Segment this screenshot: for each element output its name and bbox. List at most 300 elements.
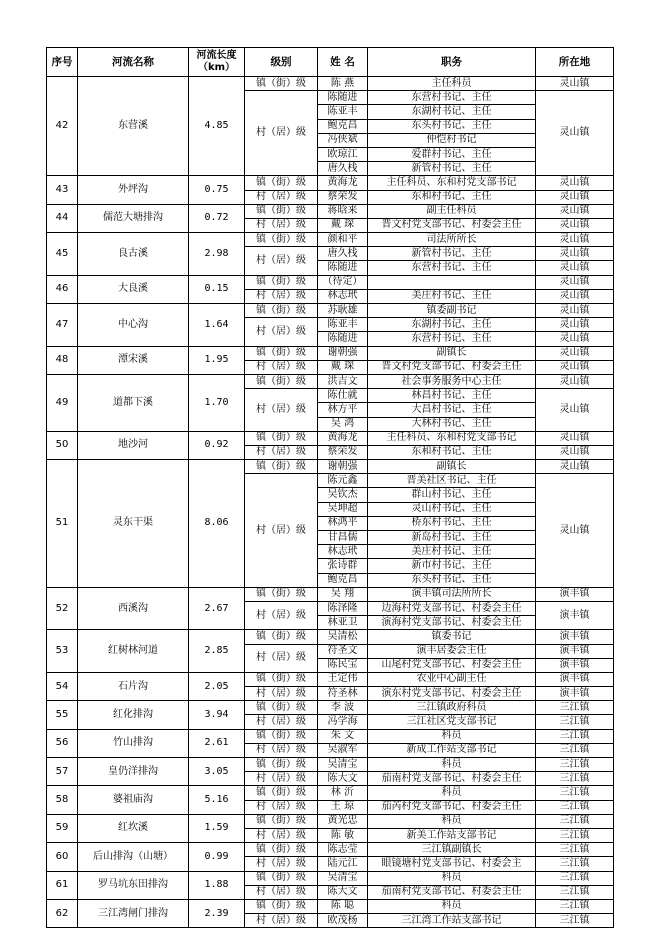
duty-cell: 东营村书记、主任 bbox=[368, 332, 536, 346]
duty-cell: 东湖村书记、主任 bbox=[368, 105, 536, 119]
duty-cell: 爱群村书记、主任 bbox=[368, 147, 536, 161]
person-name: 陈随进 bbox=[318, 332, 368, 346]
table-row bbox=[47, 786, 614, 800]
person-name: 洪吉文 bbox=[318, 374, 368, 388]
level-cell: 镇（街）级 bbox=[245, 843, 318, 857]
river-name: 皇仍洋排沟 bbox=[78, 758, 189, 786]
table-row bbox=[47, 672, 614, 686]
level-cell: 镇（街）级 bbox=[245, 275, 318, 289]
river-name: 竹山排沟 bbox=[78, 729, 189, 757]
duty-cell: 社会事务服务中心主任 bbox=[368, 374, 536, 388]
location-cell: 灵山镇 bbox=[536, 233, 614, 247]
duty-cell: 眼镜塘村党支部书记、村委会主 bbox=[368, 857, 536, 871]
duty-cell: 副主任科员 bbox=[368, 204, 536, 218]
river-length: 2.98 bbox=[189, 233, 245, 276]
person-name: 陈仕就 bbox=[318, 389, 368, 403]
river-length: 0.92 bbox=[189, 431, 245, 459]
level-cell: 村（居）级 bbox=[245, 885, 318, 899]
duty-cell: 科员 bbox=[368, 871, 536, 885]
level-cell: 镇（街）级 bbox=[245, 814, 318, 828]
river-length: 2.85 bbox=[189, 630, 245, 673]
person-name: 王定伟 bbox=[318, 672, 368, 686]
river-name: 罗马坑东田排沟 bbox=[78, 871, 189, 899]
duty-cell: 美庄村书记、主任 bbox=[368, 545, 536, 559]
location-cell: 灵山镇 bbox=[536, 176, 614, 190]
person-name: 谢朝强 bbox=[318, 460, 368, 474]
river-length: 2.39 bbox=[189, 899, 245, 927]
level-cell: 镇（街）级 bbox=[245, 871, 318, 885]
river-name: 石片沟 bbox=[78, 672, 189, 700]
person-name: 吴钦杰 bbox=[318, 488, 368, 502]
person-name: 陈泽隆 bbox=[318, 601, 368, 615]
person-name: 蔡荣发 bbox=[318, 445, 368, 459]
river-length: 2.61 bbox=[189, 729, 245, 757]
person-name: （待定） bbox=[318, 275, 368, 289]
level-cell: 村（居）级 bbox=[245, 289, 318, 303]
location-cell: 灵山镇 bbox=[536, 318, 614, 332]
river-length: 2.67 bbox=[189, 587, 245, 630]
river-index: 55 bbox=[47, 701, 78, 729]
person-name: 冯学海 bbox=[318, 715, 368, 729]
location-cell: 演丰镇 bbox=[536, 644, 614, 658]
location-cell: 三江镇 bbox=[536, 828, 614, 842]
duty-cell: 演丰镇司法所所长 bbox=[368, 587, 536, 601]
duty-cell: 主任科员、东和村党支部书记 bbox=[368, 431, 536, 445]
table-row bbox=[47, 758, 614, 772]
river-index: 53 bbox=[47, 630, 78, 673]
location-cell: 演丰镇 bbox=[536, 601, 614, 629]
duty-cell: 镇委书记 bbox=[368, 630, 536, 644]
location-cell: 三江镇 bbox=[536, 914, 614, 928]
duty-cell: 东和村书记、主任 bbox=[368, 445, 536, 459]
person-name: 陈民宝 bbox=[318, 658, 368, 672]
location-cell: 演丰镇 bbox=[536, 687, 614, 701]
person-name: 陈大文 bbox=[318, 772, 368, 786]
duty-cell: 新岛村书记、主任 bbox=[368, 531, 536, 545]
duty-cell: 大昌村书记、主任 bbox=[368, 403, 536, 417]
header-river-length: 河流长度 （km） bbox=[189, 48, 245, 77]
level-cell: 村（居）级 bbox=[245, 445, 318, 459]
location-cell: 灵山镇 bbox=[536, 460, 614, 474]
person-name: 符圣林 bbox=[318, 687, 368, 701]
river-length: 3.05 bbox=[189, 758, 245, 786]
level-cell: 村（居）级 bbox=[245, 715, 318, 729]
river-name: 良古溪 bbox=[78, 233, 189, 276]
location-cell: 三江镇 bbox=[536, 885, 614, 899]
level-cell: 村（居）级 bbox=[245, 247, 318, 275]
location-cell: 灵山镇 bbox=[536, 389, 614, 432]
duty-cell: 晋文村党支部书记、村委会主任 bbox=[368, 218, 536, 232]
duty-cell: 演丰居委会主任 bbox=[368, 644, 536, 658]
duty-cell: 新市村书记、主任 bbox=[368, 559, 536, 573]
duty-cell: 科员 bbox=[368, 729, 536, 743]
person-name: 林鸿平 bbox=[318, 516, 368, 530]
header-index: 序号 bbox=[47, 48, 78, 77]
river-index: 59 bbox=[47, 814, 78, 842]
person-name: 陈元鑫 bbox=[318, 474, 368, 488]
level-cell: 镇（街）级 bbox=[245, 630, 318, 644]
level-cell: 镇（街）级 bbox=[245, 77, 318, 91]
location-cell: 灵山镇 bbox=[536, 346, 614, 360]
river-name: 外坪沟 bbox=[78, 176, 189, 204]
river-index: 52 bbox=[47, 587, 78, 630]
river-length: 1.88 bbox=[189, 871, 245, 899]
person-name: 陈随进 bbox=[318, 261, 368, 275]
location-cell: 灵山镇 bbox=[536, 218, 614, 232]
table-row bbox=[47, 871, 614, 885]
person-name: 符圣文 bbox=[318, 644, 368, 658]
table-row bbox=[47, 204, 614, 218]
river-index: 61 bbox=[47, 871, 78, 899]
duty-cell: 晋文村党支部书记、村委会主任 bbox=[368, 360, 536, 374]
person-name: 陈随进 bbox=[318, 91, 368, 105]
header-duty: 职务 bbox=[368, 48, 536, 77]
person-name: 甘昌儒 bbox=[318, 531, 368, 545]
location-cell: 灵山镇 bbox=[536, 275, 614, 289]
person-name: 欧茂杨 bbox=[318, 914, 368, 928]
location-cell: 三江镇 bbox=[536, 857, 614, 871]
duty-cell: 美庄村书记、主任 bbox=[368, 289, 536, 303]
table-row bbox=[47, 176, 614, 190]
level-cell: 镇（街）级 bbox=[245, 176, 318, 190]
header-river-name: 河流名称 bbox=[78, 48, 189, 77]
person-name: 吴坤超 bbox=[318, 502, 368, 516]
river-name: 后山排沟（山塘） bbox=[78, 843, 189, 871]
person-name: 蔡荣发 bbox=[318, 190, 368, 204]
location-cell: 灵山镇 bbox=[536, 360, 614, 374]
location-cell: 三江镇 bbox=[536, 729, 614, 743]
duty-cell: 茄南村党支部书记、村委会主任 bbox=[368, 772, 536, 786]
header-level: 级别 bbox=[245, 48, 318, 77]
level-cell: 村（居）级 bbox=[245, 91, 318, 176]
level-cell: 镇（街）级 bbox=[245, 758, 318, 772]
level-cell: 村（居）级 bbox=[245, 218, 318, 232]
level-cell: 镇（街）级 bbox=[245, 729, 318, 743]
header-person-name: 姓 名 bbox=[318, 48, 368, 77]
duty-cell: 三江镇政府科员 bbox=[368, 701, 536, 715]
duty-cell: 群山村书记、主任 bbox=[368, 488, 536, 502]
person-name: 林志玳 bbox=[318, 545, 368, 559]
river-name: 红树林河道 bbox=[78, 630, 189, 673]
location-cell: 灵山镇 bbox=[536, 289, 614, 303]
location-cell: 灵山镇 bbox=[536, 374, 614, 388]
level-cell: 村（居）级 bbox=[245, 772, 318, 786]
duty-cell: 科员 bbox=[368, 786, 536, 800]
person-name: 欧琼江 bbox=[318, 147, 368, 161]
location-cell: 三江镇 bbox=[536, 786, 614, 800]
duty-cell: 东头村书记、主任 bbox=[368, 573, 536, 587]
table-row bbox=[47, 304, 614, 318]
location-cell: 灵山镇 bbox=[536, 77, 614, 91]
location-cell: 灵山镇 bbox=[536, 247, 614, 261]
person-name: 林志玳 bbox=[318, 289, 368, 303]
person-name: 鲍克昌 bbox=[318, 119, 368, 133]
location-cell: 三江镇 bbox=[536, 715, 614, 729]
level-cell: 村（居）级 bbox=[245, 687, 318, 701]
level-cell: 镇（街）级 bbox=[245, 204, 318, 218]
table-row bbox=[47, 899, 614, 913]
location-cell: 三江镇 bbox=[536, 814, 614, 828]
table-body bbox=[47, 77, 614, 928]
duty-cell: 桥东村书记、主任 bbox=[368, 516, 536, 530]
river-index: 51 bbox=[47, 460, 78, 588]
river-name: 婆祖庙沟 bbox=[78, 786, 189, 814]
level-cell: 村（居）级 bbox=[245, 318, 318, 346]
duty-cell: 科员 bbox=[368, 814, 536, 828]
person-name: 陈大文 bbox=[318, 885, 368, 899]
location-cell: 三江镇 bbox=[536, 743, 614, 757]
level-cell: 村（居）级 bbox=[245, 360, 318, 374]
level-cell: 镇（街）级 bbox=[245, 701, 318, 715]
location-cell: 三江镇 bbox=[536, 758, 614, 772]
river-name: 灵东干渠 bbox=[78, 460, 189, 588]
duty-cell bbox=[368, 275, 536, 289]
duty-cell: 主任科员、东和村党支部书记 bbox=[368, 176, 536, 190]
level-cell: 镇（街）级 bbox=[245, 786, 318, 800]
duty-cell: 农业中心副主任 bbox=[368, 672, 536, 686]
location-cell: 灵山镇 bbox=[536, 91, 614, 176]
person-name: 吴 翔 bbox=[318, 587, 368, 601]
river-index: 60 bbox=[47, 843, 78, 871]
header-location: 所在地 bbox=[536, 48, 614, 77]
person-name: 谢朝强 bbox=[318, 346, 368, 360]
duty-cell: 山尾村党支部书记、村委会主任 bbox=[368, 658, 536, 672]
level-cell: 镇（街）级 bbox=[245, 233, 318, 247]
duty-cell: 演东村党支部书记、村委会主任 bbox=[368, 687, 536, 701]
duty-cell: 主任科员 bbox=[368, 77, 536, 91]
river-name: 大良溪 bbox=[78, 275, 189, 303]
person-name: 吴 鸿 bbox=[318, 417, 368, 431]
river-index: 62 bbox=[47, 899, 78, 927]
person-name: 吴淑军 bbox=[318, 743, 368, 757]
river-index: 58 bbox=[47, 786, 78, 814]
duty-cell: 东湖村书记、主任 bbox=[368, 318, 536, 332]
person-name: 陈 聪 bbox=[318, 899, 368, 913]
duty-cell: 司法所所长 bbox=[368, 233, 536, 247]
person-name: 王 琼 bbox=[318, 800, 368, 814]
duty-cell: 晋美社区书记、主任 bbox=[368, 474, 536, 488]
river-name: 地沙河 bbox=[78, 431, 189, 459]
level-cell: 镇（街）级 bbox=[245, 346, 318, 360]
person-name: 黄海龙 bbox=[318, 431, 368, 445]
location-cell: 灵山镇 bbox=[536, 431, 614, 445]
level-cell: 村（居）级 bbox=[245, 857, 318, 871]
person-name: 吴清松 bbox=[318, 630, 368, 644]
location-cell: 演丰镇 bbox=[536, 630, 614, 644]
table-row bbox=[47, 275, 614, 289]
person-name: 朱 文 bbox=[318, 729, 368, 743]
level-cell: 镇（街）级 bbox=[245, 899, 318, 913]
duty-cell: 新管村书记、主任 bbox=[368, 162, 536, 176]
river-chief-table bbox=[46, 47, 614, 928]
level-cell: 村（居）级 bbox=[245, 190, 318, 204]
duty-cell: 灵山村书记、主任 bbox=[368, 502, 536, 516]
person-name: 苏耿雄 bbox=[318, 304, 368, 318]
river-index: 50 bbox=[47, 431, 78, 459]
duty-cell: 科员 bbox=[368, 899, 536, 913]
person-name: 黄光忠 bbox=[318, 814, 368, 828]
river-name: 三江湾闸门排沟 bbox=[78, 899, 189, 927]
table-row bbox=[47, 374, 614, 388]
river-length: 5.16 bbox=[189, 786, 245, 814]
person-name: 陆元江 bbox=[318, 857, 368, 871]
level-cell: 村（居）级 bbox=[245, 914, 318, 928]
location-cell: 演丰镇 bbox=[536, 587, 614, 601]
location-cell: 灵山镇 bbox=[536, 204, 614, 218]
level-cell: 村（居）级 bbox=[245, 601, 318, 629]
river-index: 48 bbox=[47, 346, 78, 374]
level-cell: 镇（街）级 bbox=[245, 460, 318, 474]
table-row bbox=[47, 843, 614, 857]
person-name: 陈志莹 bbox=[318, 843, 368, 857]
duty-cell: 东营村书记、主任 bbox=[368, 261, 536, 275]
header-row bbox=[47, 48, 614, 77]
level-cell: 镇（街）级 bbox=[245, 374, 318, 388]
table-row bbox=[47, 431, 614, 445]
table-row bbox=[47, 460, 614, 474]
person-name: 陈亚丰 bbox=[318, 105, 368, 119]
level-cell: 村（居）级 bbox=[245, 474, 318, 588]
duty-cell: 科员 bbox=[368, 758, 536, 772]
person-name: 黄海龙 bbox=[318, 176, 368, 190]
person-name: 李 波 bbox=[318, 701, 368, 715]
river-length: 1.59 bbox=[189, 814, 245, 842]
duty-cell: 三江镇副镇长 bbox=[368, 843, 536, 857]
duty-cell: 副镇长 bbox=[368, 460, 536, 474]
level-cell: 村（居）级 bbox=[245, 743, 318, 757]
river-length: 1.64 bbox=[189, 304, 245, 347]
duty-cell: 茄南村党支部书记、村委会主任 bbox=[368, 885, 536, 899]
level-cell: 镇（街）级 bbox=[245, 672, 318, 686]
duty-cell: 大林村书记、主任 bbox=[368, 417, 536, 431]
person-name: 蒋晗来 bbox=[318, 204, 368, 218]
river-length: 1.70 bbox=[189, 374, 245, 431]
location-cell: 灵山镇 bbox=[536, 261, 614, 275]
river-index: 49 bbox=[47, 374, 78, 431]
table-row bbox=[47, 346, 614, 360]
location-cell: 演丰镇 bbox=[536, 672, 614, 686]
level-cell: 村（居）级 bbox=[245, 800, 318, 814]
river-index: 44 bbox=[47, 204, 78, 232]
table-row bbox=[47, 701, 614, 715]
table-row bbox=[47, 630, 614, 644]
person-name: 唐久栈 bbox=[318, 247, 368, 261]
person-name: 鲍克昌 bbox=[318, 573, 368, 587]
river-length: 2.05 bbox=[189, 672, 245, 700]
person-name: 林方平 bbox=[318, 403, 368, 417]
river-length: 0.75 bbox=[189, 176, 245, 204]
river-index: 47 bbox=[47, 304, 78, 347]
duty-cell: 三江湾工作站支部书记 bbox=[368, 914, 536, 928]
river-index: 57 bbox=[47, 758, 78, 786]
table-row bbox=[47, 587, 614, 601]
level-cell: 村（居）级 bbox=[245, 389, 318, 432]
person-name: 陈 敏 bbox=[318, 828, 368, 842]
river-index: 42 bbox=[47, 77, 78, 176]
river-index: 54 bbox=[47, 672, 78, 700]
location-cell: 三江镇 bbox=[536, 843, 614, 857]
person-name: 戴 琛 bbox=[318, 360, 368, 374]
duty-cell: 边海村党支部书记、村委会主任 bbox=[368, 601, 536, 615]
location-cell: 三江镇 bbox=[536, 800, 614, 814]
level-cell: 镇（街）级 bbox=[245, 587, 318, 601]
river-length: 0.15 bbox=[189, 275, 245, 303]
person-name: 吴清宝 bbox=[318, 758, 368, 772]
duty-cell: 新管村书记、主任 bbox=[368, 247, 536, 261]
table-row bbox=[47, 77, 614, 91]
river-name: 东营溪 bbox=[78, 77, 189, 176]
table-row bbox=[47, 729, 614, 743]
river-name: 儒范大塘排沟 bbox=[78, 204, 189, 232]
duty-cell: 茄芮村党支部书记、村委会主任 bbox=[368, 800, 536, 814]
river-index: 45 bbox=[47, 233, 78, 276]
level-cell: 村（居）级 bbox=[245, 644, 318, 672]
table-row bbox=[47, 233, 614, 247]
duty-cell: 东营村书记、主任 bbox=[368, 91, 536, 105]
duty-cell: 副镇长 bbox=[368, 346, 536, 360]
level-cell: 镇（街）级 bbox=[245, 304, 318, 318]
person-name: 颜和平 bbox=[318, 233, 368, 247]
person-name: 唐久栈 bbox=[318, 162, 368, 176]
location-cell: 演丰镇 bbox=[536, 658, 614, 672]
person-name: 吴清宝 bbox=[318, 871, 368, 885]
river-index: 46 bbox=[47, 275, 78, 303]
duty-cell: 东头村书记、主任 bbox=[368, 119, 536, 133]
location-cell: 灵山镇 bbox=[536, 445, 614, 459]
person-name: 张诗群 bbox=[318, 559, 368, 573]
river-length: 0.72 bbox=[189, 204, 245, 232]
river-length: 1.95 bbox=[189, 346, 245, 374]
location-cell: 三江镇 bbox=[536, 871, 614, 885]
river-index: 43 bbox=[47, 176, 78, 204]
river-length: 8.06 bbox=[189, 460, 245, 588]
river-length: 0.99 bbox=[189, 843, 245, 871]
location-cell: 三江镇 bbox=[536, 772, 614, 786]
person-name: 林亚卫 bbox=[318, 616, 368, 630]
person-name: 林 沂 bbox=[318, 786, 368, 800]
location-cell: 三江镇 bbox=[536, 899, 614, 913]
location-cell: 三江镇 bbox=[536, 701, 614, 715]
duty-cell: 演海村党支部书记、村委会主任 bbox=[368, 616, 536, 630]
duty-cell: 林昌村书记、主任 bbox=[368, 389, 536, 403]
river-name: 西溪沟 bbox=[78, 587, 189, 630]
location-cell: 灵山镇 bbox=[536, 190, 614, 204]
river-length: 3.94 bbox=[189, 701, 245, 729]
river-name: 红化排沟 bbox=[78, 701, 189, 729]
duty-cell: 仲恺村书记 bbox=[368, 133, 536, 147]
river-name: 潭宋溪 bbox=[78, 346, 189, 374]
person-name: 陈亚丰 bbox=[318, 318, 368, 332]
river-name: 中心沟 bbox=[78, 304, 189, 347]
person-name: 陈 燕 bbox=[318, 77, 368, 91]
duty-cell: 新美工作站支部书记 bbox=[368, 828, 536, 842]
duty-cell: 东和村书记、主任 bbox=[368, 190, 536, 204]
level-cell: 村（居）级 bbox=[245, 828, 318, 842]
river-name: 道都下溪 bbox=[78, 374, 189, 431]
location-cell: 灵山镇 bbox=[536, 332, 614, 346]
table-row bbox=[47, 814, 614, 828]
duty-cell: 镇委副书记 bbox=[368, 304, 536, 318]
river-name: 红坎溪 bbox=[78, 814, 189, 842]
person-name: 冯侠斌 bbox=[318, 133, 368, 147]
duty-cell: 新成工作站支部书记 bbox=[368, 743, 536, 757]
location-cell: 灵山镇 bbox=[536, 304, 614, 318]
river-index: 56 bbox=[47, 729, 78, 757]
level-cell: 镇（街）级 bbox=[245, 431, 318, 445]
location-cell: 灵山镇 bbox=[536, 474, 614, 588]
duty-cell: 三江社区党支部书记 bbox=[368, 715, 536, 729]
river-length: 4.85 bbox=[189, 77, 245, 176]
